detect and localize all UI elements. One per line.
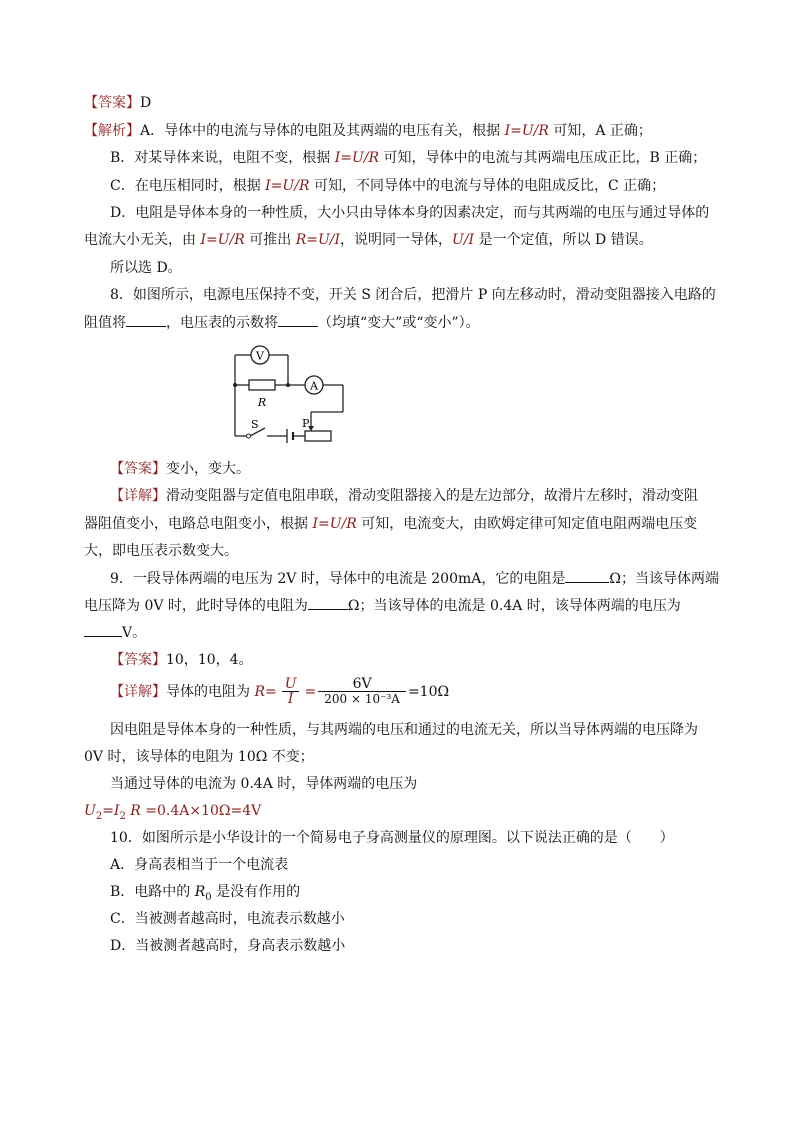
var-r: R (254, 684, 265, 700)
result: =10Ω (407, 684, 450, 700)
denominator: I (282, 691, 300, 707)
text: 可知，导体中的电流与其两端电压成正比，B 正确； (379, 150, 707, 166)
subscript: 0 (205, 891, 212, 903)
q8-stem-line1: 8．如图所示，电源电压保持不变，开关 S 闭合后，把滑片 P 向左移动时，滑动变阻器接入电路的 (110, 287, 716, 303)
numerator: 6V (352, 676, 372, 692)
equals: = (304, 684, 317, 700)
text: 可推出 (244, 232, 296, 248)
fraction-value (318, 677, 406, 707)
resistor-r (249, 380, 275, 390)
q9-stem-line3 (84, 622, 146, 643)
answer-tag: 【答案】 (110, 461, 166, 477)
analysis-tag: 【解析】 (84, 123, 140, 139)
text: 阻值将 (84, 315, 126, 331)
text: Ω；当该导体的电流是 0.4A 时，该导体两端的电压为 (347, 598, 681, 614)
var-u: U (84, 803, 96, 819)
text: ，说明同一导体， (340, 232, 453, 248)
junction-dot (286, 383, 290, 387)
text: A．导体中的电流与导体的电阻及其两端的电压有关，根据 (140, 123, 505, 139)
answer-blank[interactable] (126, 312, 166, 327)
answer-value: 变小，变大。 (166, 461, 250, 477)
q8-detail-line3: 大，即电压表示数变大。 (84, 543, 238, 559)
q7-analysis-c (110, 176, 665, 196)
answer-blank[interactable] (84, 622, 122, 637)
text: Ω；当该导体两端 (609, 571, 719, 587)
q7-analysis-d2 (84, 230, 653, 250)
q10-option-a: A．身高表相当于一个电流表 (110, 857, 289, 873)
text: 是一个定值，所以 D 错误。 (474, 232, 653, 248)
var-r: R (125, 803, 141, 819)
q9-answer-line (110, 650, 253, 670)
junction-dot (233, 383, 237, 387)
q9-stem-line1 (110, 568, 719, 589)
formula-ohm: I=U/R (312, 516, 357, 532)
denominator: 200 × 10⁻³A (318, 691, 406, 707)
q9-detail-p1a: 因电阻是导体本身的一种性质，与其两端的电压和通过的电流无关，所以当导体两端的电压降为 (110, 722, 698, 738)
q8-detail-line1 (110, 486, 698, 506)
q8-stem-line2 (84, 312, 480, 333)
q9-detail-p2: 当通过导体的电流为 0.4A 时，导体两端的电压为 (110, 776, 418, 792)
text: B．对某导体来说，电阻不变，根据 (110, 150, 335, 166)
numerator: U (284, 676, 297, 692)
formula-ohm: I=U/R (334, 150, 380, 166)
switch-label: S (251, 418, 259, 431)
text: 电压降为 0V 时，此时导体的电阻为 (84, 598, 308, 614)
slider-label: P (302, 417, 310, 430)
q9-stem-line2 (84, 595, 681, 616)
q7-analysis-b (110, 148, 706, 168)
subscript: 2 (95, 810, 103, 822)
text: 器阻值变小，电路总电阻变小，根据 (84, 516, 313, 532)
formula-ohm: I=U/R (200, 232, 245, 248)
q10-stem: 10．如图所示是小华设计的一个简易电子身高测量仪的原理图。以下说法正确的是（ ） (110, 830, 674, 846)
text: 可知，A 正确； (548, 123, 652, 139)
formula-ratio: U/I (452, 232, 475, 248)
answer-tag: 【答案】 (84, 95, 140, 111)
q9-detail-p3 (84, 801, 261, 827)
resistor-label: R (257, 396, 267, 409)
var-i: I (113, 803, 120, 819)
q10-option-c: C．当被测者越高时，电流表示数越小 (110, 911, 345, 927)
text: 9．一段导体两端的电压为 2V 时，导体中的电流是 200mA，它的电阻是 (110, 571, 566, 587)
circuit-diagram (225, 340, 350, 450)
q8-detail-line2 (84, 514, 697, 534)
rheostat (305, 431, 331, 441)
q7-conclusion: 所以选 D。 (110, 260, 182, 276)
detail-tag: 【详解】 (110, 684, 166, 700)
text: 滑动变阻器与定值电阻串联，滑动变阻器接入的是左边部分，故滑片左移时，滑动变阻 (166, 488, 698, 504)
subscript: 2 (119, 810, 126, 822)
q9-detail-line (110, 677, 449, 707)
answer-blank[interactable] (278, 312, 318, 327)
q10-option-b (110, 882, 300, 908)
text: V。 (122, 625, 147, 641)
q7-analysis-d1: D．电阻是导体本身的一种性质，大小只由导体本身的因素决定，而与其两端的电压与通过导体的 (110, 205, 710, 221)
equals: = (265, 684, 277, 700)
text: B．电路中的 (110, 884, 195, 900)
voltmeter-label: V (256, 349, 264, 363)
q9-detail-p1b: 0V 时，该导体的电阻为 10Ω 不变； (84, 749, 314, 765)
answer-blank[interactable] (565, 568, 609, 583)
result: =0.4A×10Ω=4V (140, 803, 262, 819)
formula-ohm: I=U/R (504, 123, 549, 139)
text: 可知，不同导体中的电流与导体的电阻成反比，C 正确； (309, 178, 666, 194)
q10-option-d: D．当被测者越高时，身高表示数越小 (110, 938, 346, 954)
text: 电流大小无关，由 (84, 232, 201, 248)
var-r: R (194, 884, 206, 900)
fraction-u-over-i (279, 677, 303, 707)
q8-answer-line (110, 459, 250, 479)
text: 导体的电阻为 (166, 684, 255, 700)
formula-resistance: R=U/I (295, 232, 341, 248)
text: （均填“变大”或“变小”）。 (318, 315, 480, 331)
text: C．在电压相同时，根据 (110, 178, 266, 194)
q7-analysis-a (84, 121, 652, 141)
q7-answer-line (84, 93, 151, 113)
answer-value: D (140, 95, 152, 111)
formula-ohm: I=U/R (265, 178, 310, 194)
answer-blank[interactable] (308, 595, 348, 610)
equals: = (102, 803, 114, 819)
text: ，电压表的示数将 (166, 315, 278, 331)
text: 是没有作用的 (211, 884, 301, 900)
answer-value: 10，10，4。 (166, 652, 253, 668)
ammeter-label: A (310, 379, 318, 393)
text: 可知，电流变大，由欧姆定律可知定值电阻两端电压变 (356, 516, 698, 532)
detail-tag: 【详解】 (110, 488, 166, 504)
answer-tag: 【答案】 (110, 652, 166, 668)
